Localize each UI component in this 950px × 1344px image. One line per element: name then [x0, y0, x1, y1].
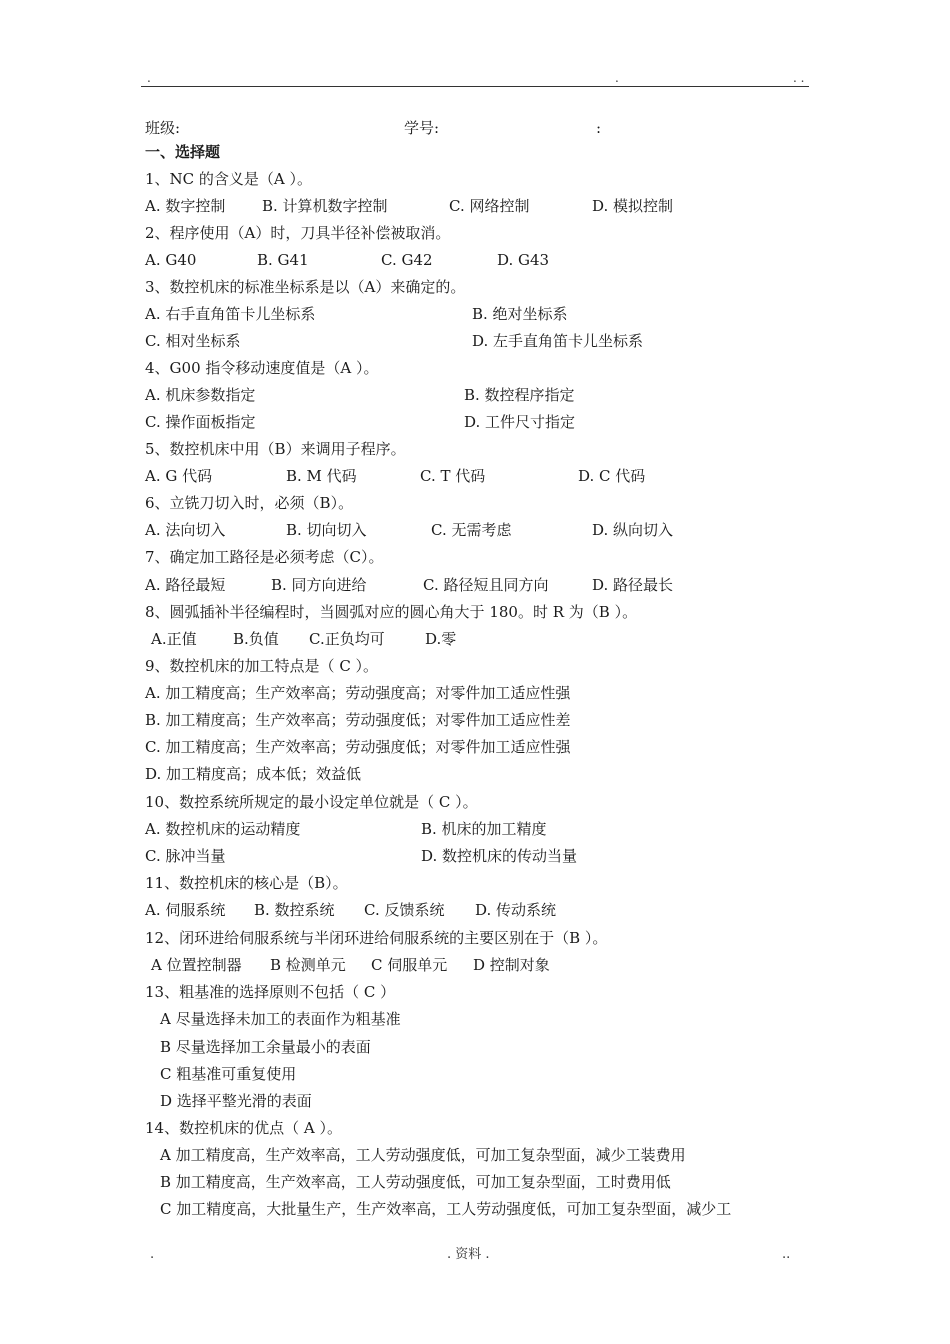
option: D. 模拟控制 [592, 197, 674, 215]
question-7: 7、确定加工路径是必须考虑（C）。 [145, 548, 384, 566]
student-id-label: 学号: [404, 119, 440, 137]
option: B. 数控程序指定 [464, 386, 575, 404]
option: D 控制对象 [473, 956, 550, 974]
question-8: 8、圆弧插补半径编程时，当圆弧对应的圆心角大于 180。时 R 为（B ）。 [145, 603, 638, 621]
option: C. 反馈系统 [364, 901, 445, 919]
option: D. 工件尺寸指定 [464, 413, 576, 431]
option: C 加工精度高，大批量生产，生产效率高，工人劳动强度低，可加工复杂型面，减少工 [160, 1200, 732, 1218]
option: A. G40 [145, 251, 197, 269]
option: D. 传动系统 [475, 901, 557, 919]
option: D. 加工精度高；成本低；效益低 [145, 765, 362, 783]
option: C. T 代码 [420, 467, 486, 485]
option: A 加工精度高，生产效率高，工人劳动强度低，可加工复杂型面，减少工装费用 [160, 1146, 686, 1164]
footer-center: . 资料 . [447, 1247, 490, 1262]
option: B. M 代码 [286, 467, 357, 485]
option: A. 数控机床的运动精度 [145, 820, 301, 838]
footer-left: . [150, 1247, 155, 1262]
question-13: 13、粗基准的选择原则不包括（ C ） [145, 983, 396, 1001]
option: D. 纵向切入 [592, 521, 674, 539]
option: D. 数控机床的传动当量 [421, 847, 578, 865]
option: A. 数字控制 [145, 197, 226, 215]
class-label: 班级: [145, 119, 181, 137]
footer-right: .. [782, 1247, 791, 1262]
option: B. 计算机数字控制 [262, 197, 388, 215]
option: C 伺服单元 [371, 956, 448, 974]
option: B. 同方向进给 [271, 576, 367, 594]
option: C 粗基准可重复使用 [160, 1065, 297, 1083]
header-dot-mid: . [615, 71, 619, 85]
section-title: 一、选择题 [145, 143, 221, 161]
question-5: 5、数控机床中用（B）来调用子程序。 [145, 440, 406, 458]
option: C. 网络控制 [449, 197, 530, 215]
option: D. C 代码 [578, 467, 646, 485]
question-3: 3、数控机床的标准坐标系是以（A）来确定的。 [145, 278, 466, 296]
option: B.负值 [233, 630, 279, 648]
option: A. G 代码 [145, 467, 213, 485]
header-dot-left: . [147, 71, 151, 85]
option: D 选择平整光滑的表面 [160, 1092, 312, 1110]
question-9: 9、数控机床的加工特点是（ C ）。 [145, 657, 379, 675]
option: C. G42 [381, 251, 433, 269]
option: C. 脉冲当量 [145, 847, 226, 865]
option: A. 加工精度高；生产效率高；劳动强度高；对零件加工适应性强 [145, 684, 571, 702]
option: D. 左手直角笛卡儿坐标系 [472, 332, 644, 350]
option: B. 数控系统 [254, 901, 335, 919]
question-6: 6、立铣刀切入时，必须（B）。 [145, 494, 354, 512]
option: B. 绝对坐标系 [472, 305, 568, 323]
option: B. 加工精度高；生产效率高；劳动强度低；对零件加工适应性差 [145, 711, 571, 729]
option: C. 路径短且同方向 [423, 576, 549, 594]
option: B. G41 [257, 251, 309, 269]
option: A. 右手直角笛卡儿坐标系 [145, 305, 316, 323]
question-1: 1、NC 的含义是（A ）。 [145, 170, 313, 188]
question-12: 12、闭环进给伺服系统与半闭环进给伺服系统的主要区别在于（B ）。 [145, 929, 608, 947]
option: C. 相对坐标系 [145, 332, 241, 350]
name-label: : [596, 119, 602, 137]
question-2: 2、程序使用（A）时，刀具半径补偿被取消。 [145, 224, 451, 242]
option: A.正值 [151, 630, 197, 648]
header-dot-right: . . [793, 71, 805, 85]
question-14: 14、数控机床的优点（ A ）。 [145, 1119, 342, 1137]
question-11: 11、数控机床的核心是（B）。 [145, 874, 348, 892]
option: C. 操作面板指定 [145, 413, 256, 431]
option: A 尽量选择未加工的表面作为粗基准 [160, 1010, 401, 1028]
option: C.正负均可 [309, 630, 385, 648]
option: C. 无需考虑 [431, 521, 512, 539]
option: C. 加工精度高；生产效率高；劳动强度低；对零件加工适应性强 [145, 738, 571, 756]
option: B 加工精度高，生产效率高，工人劳动强度低，可加工复杂型面，工时费用低 [160, 1173, 671, 1191]
option: A. 路径最短 [145, 576, 226, 594]
question-4: 4、G00 指令移动速度值是（A ）。 [145, 359, 379, 377]
option: D. 路径最长 [592, 576, 674, 594]
option: D. G43 [497, 251, 550, 269]
header-rule [141, 86, 809, 87]
option: A 位置控制器 [151, 956, 242, 974]
option: B. 机床的加工精度 [421, 820, 547, 838]
option: B 检测单元 [270, 956, 346, 974]
option: B 尽量选择加工余量最小的表面 [160, 1038, 371, 1056]
option: A. 法向切入 [145, 521, 226, 539]
question-10: 10、数控系统所规定的最小设定单位就是（ C ）。 [145, 793, 478, 811]
option: A. 伺服系统 [145, 901, 226, 919]
option: B. 切向切入 [286, 521, 367, 539]
option: A. 机床参数指定 [145, 386, 256, 404]
option: D.零 [425, 630, 457, 648]
